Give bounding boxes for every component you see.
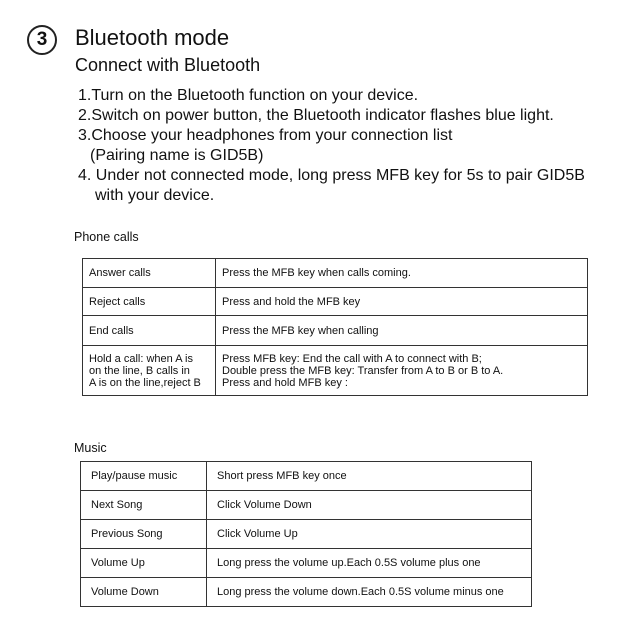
phone-calls-table	[82, 258, 588, 396]
table-row	[81, 578, 532, 607]
music-heading: Music	[74, 441, 107, 455]
action-cell: Answer calls	[83, 259, 216, 288]
operation-cell: Press the MFB key when calls coming.	[216, 259, 588, 288]
step-2: 2.Switch on power button, the Bluetooth indicator flashes blue light.	[78, 107, 554, 124]
action-cell	[83, 346, 216, 396]
operation-line: Double press the MFB key: Transfer from A to B or B to A.	[222, 364, 504, 377]
operation-cell: Long press the volume down.Each 0.5S volume minus one	[207, 578, 532, 607]
step-4-continued: with your device.	[95, 187, 215, 204]
table-row	[81, 491, 532, 520]
step-1: 1.Turn on the Bluetooth function on your device.	[78, 87, 419, 104]
table-row	[83, 288, 588, 316]
action-cell: Reject calls	[83, 288, 216, 316]
action-cell: Volume Up	[81, 549, 207, 578]
operation-line: Press and hold MFB key :	[222, 376, 348, 389]
action-cell: Next Song	[81, 491, 207, 520]
action-line: A is on the line,reject B	[89, 376, 201, 389]
operation-line: Press MFB key: End the call with A to connect with B;	[222, 352, 482, 365]
operation-cell: Press the MFB key when calling	[216, 316, 588, 346]
phone-calls-heading: Phone calls	[74, 230, 139, 244]
table-row	[83, 346, 588, 396]
operation-cell: Press and hold the MFB key	[216, 288, 588, 316]
table-row	[83, 316, 588, 346]
step-4: 4. Under not connected mode, long press MFB key for 5s to pair GID5B	[78, 167, 585, 184]
table-row	[81, 549, 532, 578]
action-line: Hold a call: when A is	[89, 352, 193, 365]
action-line: on the line, B calls in	[89, 364, 190, 377]
table-row	[83, 259, 588, 288]
step-3-note: (Pairing name is GID5B)	[90, 147, 264, 164]
action-cell: Volume Down	[81, 578, 207, 607]
operation-cell: Click Volume Down	[207, 491, 532, 520]
action-cell: Previous Song	[81, 520, 207, 549]
operation-cell: Click Volume Up	[207, 520, 532, 549]
action-cell: Play/pause music	[81, 462, 207, 491]
page-title: Bluetooth mode	[75, 25, 230, 50]
step-3: 3.Choose your headphones from your connection list	[78, 127, 453, 144]
operation-cell: Short press MFB key once	[207, 462, 532, 491]
table-row	[81, 520, 532, 549]
instruction-steps	[78, 86, 585, 206]
section-number-badge: 3	[27, 25, 57, 55]
action-cell: End calls	[83, 316, 216, 346]
music-table	[80, 461, 532, 607]
operation-cell	[216, 346, 588, 396]
page-subtitle: Connect with Bluetooth	[75, 55, 261, 75]
operation-cell: Long press the volume up.Each 0.5S volume plus one	[207, 549, 532, 578]
table-row	[81, 462, 532, 491]
